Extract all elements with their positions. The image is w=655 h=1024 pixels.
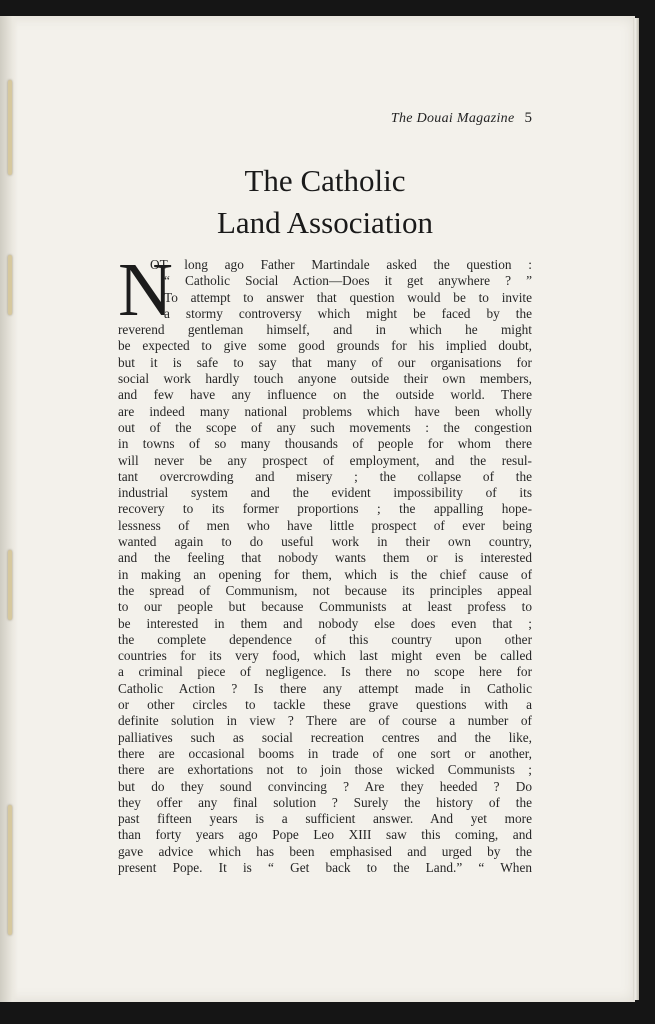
body-line: in towns of so many thousands of people for whom there: [118, 436, 532, 452]
body-line: and the feeling that nobody wants them or is interested: [118, 550, 532, 566]
body-line: and few have any influence on the outside world. There: [118, 387, 532, 403]
binding-stitch: [8, 80, 12, 175]
body-line: past fifteen years is a sufficient answer. And yet more: [118, 811, 532, 827]
body-line: “ Catholic Social Action—Does it get anywhere ? ”: [164, 273, 532, 289]
body-line: but do they sound convincing ? Are they heeded ? Do: [118, 778, 532, 794]
body-line: but it is safe to say that many of our organisations for: [118, 354, 532, 370]
body-line: be expected to give some good grounds for his implied doubt,: [118, 338, 532, 354]
body-line: reverend gentleman himself, and in which he might: [118, 322, 532, 338]
body-line: to our people but because Communists at least profess to: [118, 599, 532, 615]
body-line: tant overcrowding and misery ; the collapse of the: [118, 468, 532, 484]
page-edge: [633, 18, 639, 1000]
body-line: countries for its very food, which last might even be called: [118, 648, 532, 664]
body-line: gave advice which has been emphasised and urged by the: [118, 843, 532, 859]
body-line: out of the scope of any such movements : the congestion: [118, 419, 532, 435]
body-line: be interested in them and nobody else does even that ;: [118, 615, 532, 631]
body-line: OT long ago Father Martindale asked the question :: [150, 257, 532, 272]
body-line: industrial system and the evident impossibility of its: [118, 485, 532, 501]
body-line: or other circles to tackle these grave questions with a: [118, 697, 532, 713]
body-line: they offer any final solution ? Surely the history of the: [118, 794, 532, 810]
body-line: social work hardly touch anyone outside their own members,: [118, 371, 532, 387]
magazine-title: The Douai Magazine: [390, 111, 515, 126]
body-line: Catholic Action ? Is there any attempt made in Catholic: [118, 680, 532, 696]
body-line: there are occasional booms in trade of one sort or another,: [118, 745, 532, 761]
body-line: a stormy controversy which might be faced by the: [164, 305, 532, 321]
binding-stitch: [8, 550, 12, 620]
body-line: in making an opening for them, which is the chief cause of: [118, 566, 532, 582]
article-lines: [118, 248, 532, 876]
binding-stitch: [8, 805, 12, 935]
body-line: wanted again to do useful work in their own country,: [118, 534, 532, 550]
body-line: the complete dependence of this country upon other: [118, 631, 532, 647]
body-line: the spread of Communism, not because its principles appeal: [118, 582, 532, 598]
body-line: a criminal piece of negligence. Is there no scope here for: [118, 664, 532, 680]
body-line: than forty years ago Pope Leo XIII saw this coming, and: [118, 827, 532, 843]
article-title-line: Land Association: [216, 205, 434, 240]
running-head: [300, 110, 532, 127]
article-title-line: The Catholic: [244, 163, 406, 198]
body-line: present Pope. It is “ Get back to the Land.” “ When: [118, 859, 532, 875]
body-line: palliatives such as social recreation centres and the like,: [118, 729, 532, 745]
article-body: [118, 248, 532, 876]
body-line: recovery to its former proportions ; the appalling hope-: [118, 501, 532, 517]
drop-cap: N: [118, 248, 173, 332]
body-line: will never be any prospect of employment, and the resul-: [118, 452, 532, 468]
body-line: there are exhortations not to join those wicked Communists ;: [118, 762, 532, 778]
page-number: 5: [524, 110, 532, 126]
body-line: To attempt to answer that question would be to invite: [164, 289, 532, 305]
body-line: lessness of men who have little prospect of ever being: [118, 517, 532, 533]
body-line: definite solution in view ? There are of course a number of: [118, 713, 532, 729]
binding-stitch: [8, 255, 12, 315]
article-title: [100, 160, 550, 244]
body-line: are indeed many national problems which have been wholly: [118, 403, 532, 419]
